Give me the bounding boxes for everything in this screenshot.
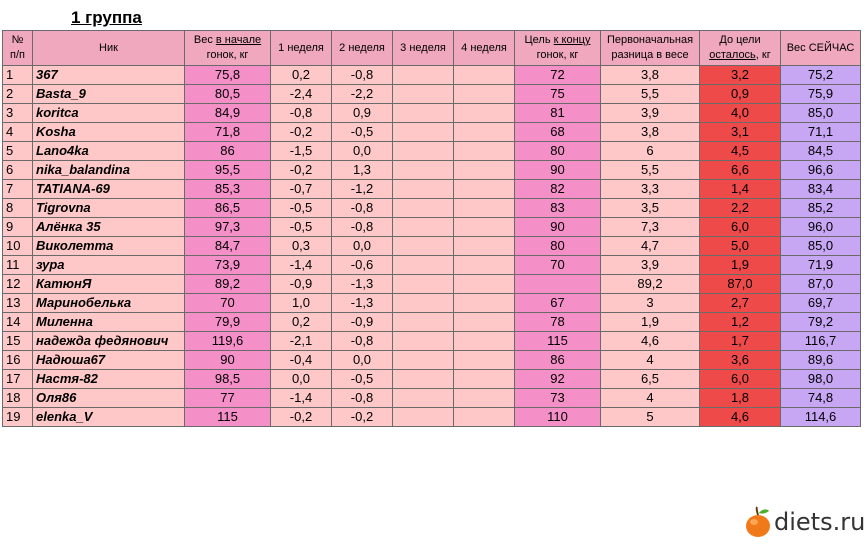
week2-cell: -0,8 (332, 218, 393, 237)
goal-cell: 82 (515, 180, 601, 199)
week1-cell: -0,2 (271, 123, 332, 142)
header-goal-u: к концу (553, 34, 591, 46)
week3-cell (393, 351, 454, 370)
week3-cell (393, 256, 454, 275)
week1-cell: -0,7 (271, 180, 332, 199)
current-weight-cell: 89,6 (781, 351, 861, 370)
goal-cell: 80 (515, 237, 601, 256)
nick-cell: Оля86 (33, 389, 185, 408)
initial-diff-cell: 3,9 (601, 104, 700, 123)
initial-diff-cell: 4,6 (601, 332, 700, 351)
goal-cell: 67 (515, 294, 601, 313)
header-row (3, 31, 861, 66)
row-number: 19 (3, 408, 33, 427)
start-weight-cell: 115 (185, 408, 271, 427)
start-weight-cell: 70 (185, 294, 271, 313)
week3-cell (393, 66, 454, 85)
week2-cell: -1,3 (332, 294, 393, 313)
week1-cell: 0,0 (271, 370, 332, 389)
initial-diff-cell: 3,8 (601, 66, 700, 85)
week2-cell: 0,9 (332, 104, 393, 123)
row-number: 13 (3, 294, 33, 313)
nick-cell: Настя-82 (33, 370, 185, 389)
remaining-cell: 4,6 (700, 408, 781, 427)
row-number: 12 (3, 275, 33, 294)
remaining-cell: 6,6 (700, 161, 781, 180)
week3-cell (393, 275, 454, 294)
group-title: 1 группа (71, 8, 142, 27)
row-number: 14 (3, 313, 33, 332)
current-weight-cell: 116,7 (781, 332, 861, 351)
goal-cell: 81 (515, 104, 601, 123)
goal-cell: 72 (515, 66, 601, 85)
week3-cell (393, 370, 454, 389)
week2-cell: 0,0 (332, 351, 393, 370)
remaining-cell: 1,4 (700, 180, 781, 199)
header-goal (515, 31, 601, 66)
week3-cell (393, 389, 454, 408)
start-weight-cell: 84,7 (185, 237, 271, 256)
table-row (3, 104, 861, 123)
week2-cell: -1,3 (332, 275, 393, 294)
initial-diff-cell: 7,3 (601, 218, 700, 237)
week4-cell (454, 142, 515, 161)
week4-cell (454, 332, 515, 351)
start-weight-cell: 86 (185, 142, 271, 161)
nick-cell: Tigrovna (33, 199, 185, 218)
remaining-cell: 1,9 (700, 256, 781, 275)
week1-cell: 0,3 (271, 237, 332, 256)
week3-cell (393, 332, 454, 351)
initial-diff-cell: 6 (601, 142, 700, 161)
start-weight-cell: 80,5 (185, 85, 271, 104)
week4-cell (454, 66, 515, 85)
initial-diff-cell: 5,5 (601, 85, 700, 104)
remaining-cell: 2,2 (700, 199, 781, 218)
header-week1: 1 неделя (271, 31, 332, 66)
goal-cell: 90 (515, 218, 601, 237)
table-row (3, 313, 861, 332)
week2-cell: -0,8 (332, 199, 393, 218)
week4-cell (454, 275, 515, 294)
start-weight-cell: 79,9 (185, 313, 271, 332)
nick-cell: Виколетта (33, 237, 185, 256)
week4-cell (454, 104, 515, 123)
goal-cell: 80 (515, 142, 601, 161)
initial-diff-cell: 4 (601, 389, 700, 408)
current-weight-cell: 96,0 (781, 218, 861, 237)
week3-cell (393, 123, 454, 142)
week4-cell (454, 199, 515, 218)
nick-cell: зура (33, 256, 185, 275)
remaining-cell: 1,8 (700, 389, 781, 408)
remaining-cell: 3,2 (700, 66, 781, 85)
remaining-cell: 1,2 (700, 313, 781, 332)
start-weight-cell: 86,5 (185, 199, 271, 218)
nick-cell: Basta_9 (33, 85, 185, 104)
week4-cell (454, 123, 515, 142)
header-remain-b: , кг (755, 49, 771, 61)
header-nick: Ник (33, 31, 185, 66)
goal-cell: 78 (515, 313, 601, 332)
table-row (3, 85, 861, 104)
table-row (3, 256, 861, 275)
week1-cell: -2,4 (271, 85, 332, 104)
week2-cell: -0,5 (332, 370, 393, 389)
week4-cell (454, 351, 515, 370)
nick-cell: koritca (33, 104, 185, 123)
week4-cell (454, 237, 515, 256)
initial-diff-cell: 89,2 (601, 275, 700, 294)
table-row (3, 66, 861, 85)
table-body (3, 66, 861, 427)
row-number: 4 (3, 123, 33, 142)
header-remain-u: осталось (709, 49, 756, 61)
week4-cell (454, 161, 515, 180)
nick-cell: Маринобелька (33, 294, 185, 313)
week1-cell: -0,9 (271, 275, 332, 294)
nick-cell: КатюнЯ (33, 275, 185, 294)
goal-cell: 73 (515, 389, 601, 408)
start-weight-cell: 98,5 (185, 370, 271, 389)
header-remain-a: До цели (719, 34, 761, 46)
current-weight-cell: 71,1 (781, 123, 861, 142)
row-number: 6 (3, 161, 33, 180)
goal-cell: 92 (515, 370, 601, 389)
header-num-line1: № (11, 34, 24, 46)
initial-diff-cell: 6,5 (601, 370, 700, 389)
current-weight-cell: 69,7 (781, 294, 861, 313)
week1-cell: 1,0 (271, 294, 332, 313)
week2-cell: -0,8 (332, 66, 393, 85)
week2-cell: 0,0 (332, 237, 393, 256)
current-weight-cell: 114,6 (781, 408, 861, 427)
initial-diff-cell: 5,5 (601, 161, 700, 180)
initial-diff-cell: 3,3 (601, 180, 700, 199)
nick-cell: nika_balandina (33, 161, 185, 180)
initial-diff-cell: 3 (601, 294, 700, 313)
row-number: 2 (3, 85, 33, 104)
goal-cell: 90 (515, 161, 601, 180)
initial-diff-cell: 4,7 (601, 237, 700, 256)
current-weight-cell: 87,0 (781, 275, 861, 294)
week3-cell (393, 408, 454, 427)
week1-cell: -1,5 (271, 142, 332, 161)
week4-cell (454, 389, 515, 408)
week2-cell: -0,8 (332, 332, 393, 351)
week1-cell: -1,4 (271, 256, 332, 275)
week4-cell (454, 370, 515, 389)
header-start-u: в начале (215, 34, 262, 46)
header-week3: 3 неделя (393, 31, 454, 66)
week4-cell (454, 218, 515, 237)
remaining-cell: 6,0 (700, 218, 781, 237)
initial-diff-cell: 4 (601, 351, 700, 370)
start-weight-cell: 90 (185, 351, 271, 370)
remaining-cell: 3,1 (700, 123, 781, 142)
current-weight-cell: 79,2 (781, 313, 861, 332)
row-number: 5 (3, 142, 33, 161)
table-row (3, 408, 861, 427)
week2-cell: 1,3 (332, 161, 393, 180)
week1-cell: -0,2 (271, 408, 332, 427)
goal-cell: 110 (515, 408, 601, 427)
current-weight-cell: 75,2 (781, 66, 861, 85)
table-row (3, 161, 861, 180)
week1-cell: -0,8 (271, 104, 332, 123)
header-remaining (700, 31, 781, 66)
goal-cell (515, 275, 601, 294)
table-row (3, 332, 861, 351)
remaining-cell: 1,7 (700, 332, 781, 351)
week2-cell: -2,2 (332, 85, 393, 104)
week3-cell (393, 161, 454, 180)
header-goal-b: гонок, кг (536, 49, 579, 61)
row-number: 17 (3, 370, 33, 389)
week4-cell (454, 180, 515, 199)
week3-cell (393, 218, 454, 237)
row-number: 15 (3, 332, 33, 351)
week1-cell: -1,4 (271, 389, 332, 408)
header-start-b: гонок, кг (206, 49, 249, 61)
start-weight-cell: 75,8 (185, 66, 271, 85)
remaining-cell: 4,0 (700, 104, 781, 123)
goal-cell: 75 (515, 85, 601, 104)
week4-cell (454, 256, 515, 275)
week4-cell (454, 408, 515, 427)
goal-cell: 86 (515, 351, 601, 370)
start-weight-cell: 71,8 (185, 123, 271, 142)
row-number: 11 (3, 256, 33, 275)
current-weight-cell: 96,6 (781, 161, 861, 180)
current-weight-cell: 85,2 (781, 199, 861, 218)
row-number: 3 (3, 104, 33, 123)
table-row (3, 275, 861, 294)
table-row (3, 199, 861, 218)
header-start-a: Вес (193, 34, 216, 46)
nick-cell: Kosha (33, 123, 185, 142)
current-weight-cell: 71,9 (781, 256, 861, 275)
apple-icon (744, 505, 772, 539)
start-weight-cell: 89,2 (185, 275, 271, 294)
goal-cell: 83 (515, 199, 601, 218)
week3-cell (393, 85, 454, 104)
remaining-cell: 6,0 (700, 370, 781, 389)
header-week4: 4 неделя (454, 31, 515, 66)
diets-logo[interactable] (744, 505, 866, 541)
initial-diff-cell: 5 (601, 408, 700, 427)
week2-cell: -1,2 (332, 180, 393, 199)
current-weight-cell: 84,5 (781, 142, 861, 161)
nick-cell: надежда федянович (33, 332, 185, 351)
nick-cell: Алёнка 35 (33, 218, 185, 237)
row-number: 7 (3, 180, 33, 199)
goal-cell: 70 (515, 256, 601, 275)
week1-cell: -0,4 (271, 351, 332, 370)
week4-cell (454, 294, 515, 313)
nick-cell: Миленна (33, 313, 185, 332)
table-row (3, 218, 861, 237)
row-number: 18 (3, 389, 33, 408)
row-number: 8 (3, 199, 33, 218)
week2-cell: 0,0 (332, 142, 393, 161)
remaining-cell: 4,5 (700, 142, 781, 161)
header-goal-a: Цель (524, 34, 554, 46)
row-number: 16 (3, 351, 33, 370)
table-row (3, 351, 861, 370)
week3-cell (393, 237, 454, 256)
start-weight-cell: 95,5 (185, 161, 271, 180)
start-weight-cell: 85,3 (185, 180, 271, 199)
row-number: 10 (3, 237, 33, 256)
header-num-line2: п/п (10, 49, 25, 61)
week2-cell: -0,5 (332, 123, 393, 142)
table-row (3, 370, 861, 389)
week2-cell: -0,2 (332, 408, 393, 427)
remaining-cell: 5,0 (700, 237, 781, 256)
current-weight-cell: 98,0 (781, 370, 861, 389)
start-weight-cell: 97,3 (185, 218, 271, 237)
week4-cell (454, 313, 515, 332)
start-weight-cell: 119,6 (185, 332, 271, 351)
start-weight-cell: 77 (185, 389, 271, 408)
remaining-cell: 87,0 (700, 275, 781, 294)
week3-cell (393, 180, 454, 199)
week3-cell (393, 142, 454, 161)
table-row (3, 294, 861, 313)
week1-cell: -0,2 (271, 161, 332, 180)
week1-cell: -0,5 (271, 218, 332, 237)
table-row (3, 142, 861, 161)
current-weight-cell: 75,9 (781, 85, 861, 104)
week2-cell: -0,8 (332, 389, 393, 408)
start-weight-cell: 84,9 (185, 104, 271, 123)
week3-cell (393, 199, 454, 218)
remaining-cell: 0,9 (700, 85, 781, 104)
current-weight-cell: 74,8 (781, 389, 861, 408)
current-weight-cell: 85,0 (781, 237, 861, 256)
header-start-weight (185, 31, 271, 66)
week2-cell: -0,6 (332, 256, 393, 275)
week2-cell: -0,9 (332, 313, 393, 332)
goal-cell: 68 (515, 123, 601, 142)
week3-cell (393, 104, 454, 123)
week3-cell (393, 294, 454, 313)
logo-text: diets.ru (774, 508, 866, 536)
nick-cell: Lano4ka (33, 142, 185, 161)
row-number: 9 (3, 218, 33, 237)
nick-cell: elenka_V (33, 408, 185, 427)
results-table (2, 30, 861, 427)
initial-diff-cell: 3,9 (601, 256, 700, 275)
row-number: 1 (3, 66, 33, 85)
remaining-cell: 3,6 (700, 351, 781, 370)
week1-cell: -2,1 (271, 332, 332, 351)
week1-cell: -0,5 (271, 199, 332, 218)
table-row (3, 123, 861, 142)
header-initial-diff: Первоначальная разница в весе (601, 31, 700, 66)
header-num (3, 31, 33, 66)
nick-cell: Надюша67 (33, 351, 185, 370)
nick-cell: 367 (33, 66, 185, 85)
week1-cell: 0,2 (271, 313, 332, 332)
remaining-cell: 2,7 (700, 294, 781, 313)
table-row (3, 389, 861, 408)
current-weight-cell: 85,0 (781, 104, 861, 123)
initial-diff-cell: 1,9 (601, 313, 700, 332)
goal-cell: 115 (515, 332, 601, 351)
initial-diff-cell: 3,5 (601, 199, 700, 218)
initial-diff-cell: 3,8 (601, 123, 700, 142)
current-weight-cell: 83,4 (781, 180, 861, 199)
week4-cell (454, 85, 515, 104)
header-current-weight: Вес СЕЙЧАС (781, 31, 861, 66)
table-row (3, 237, 861, 256)
week3-cell (393, 313, 454, 332)
start-weight-cell: 73,9 (185, 256, 271, 275)
week1-cell: 0,2 (271, 66, 332, 85)
table-row (3, 180, 861, 199)
header-week2: 2 неделя (332, 31, 393, 66)
nick-cell: TATIANA-69 (33, 180, 185, 199)
